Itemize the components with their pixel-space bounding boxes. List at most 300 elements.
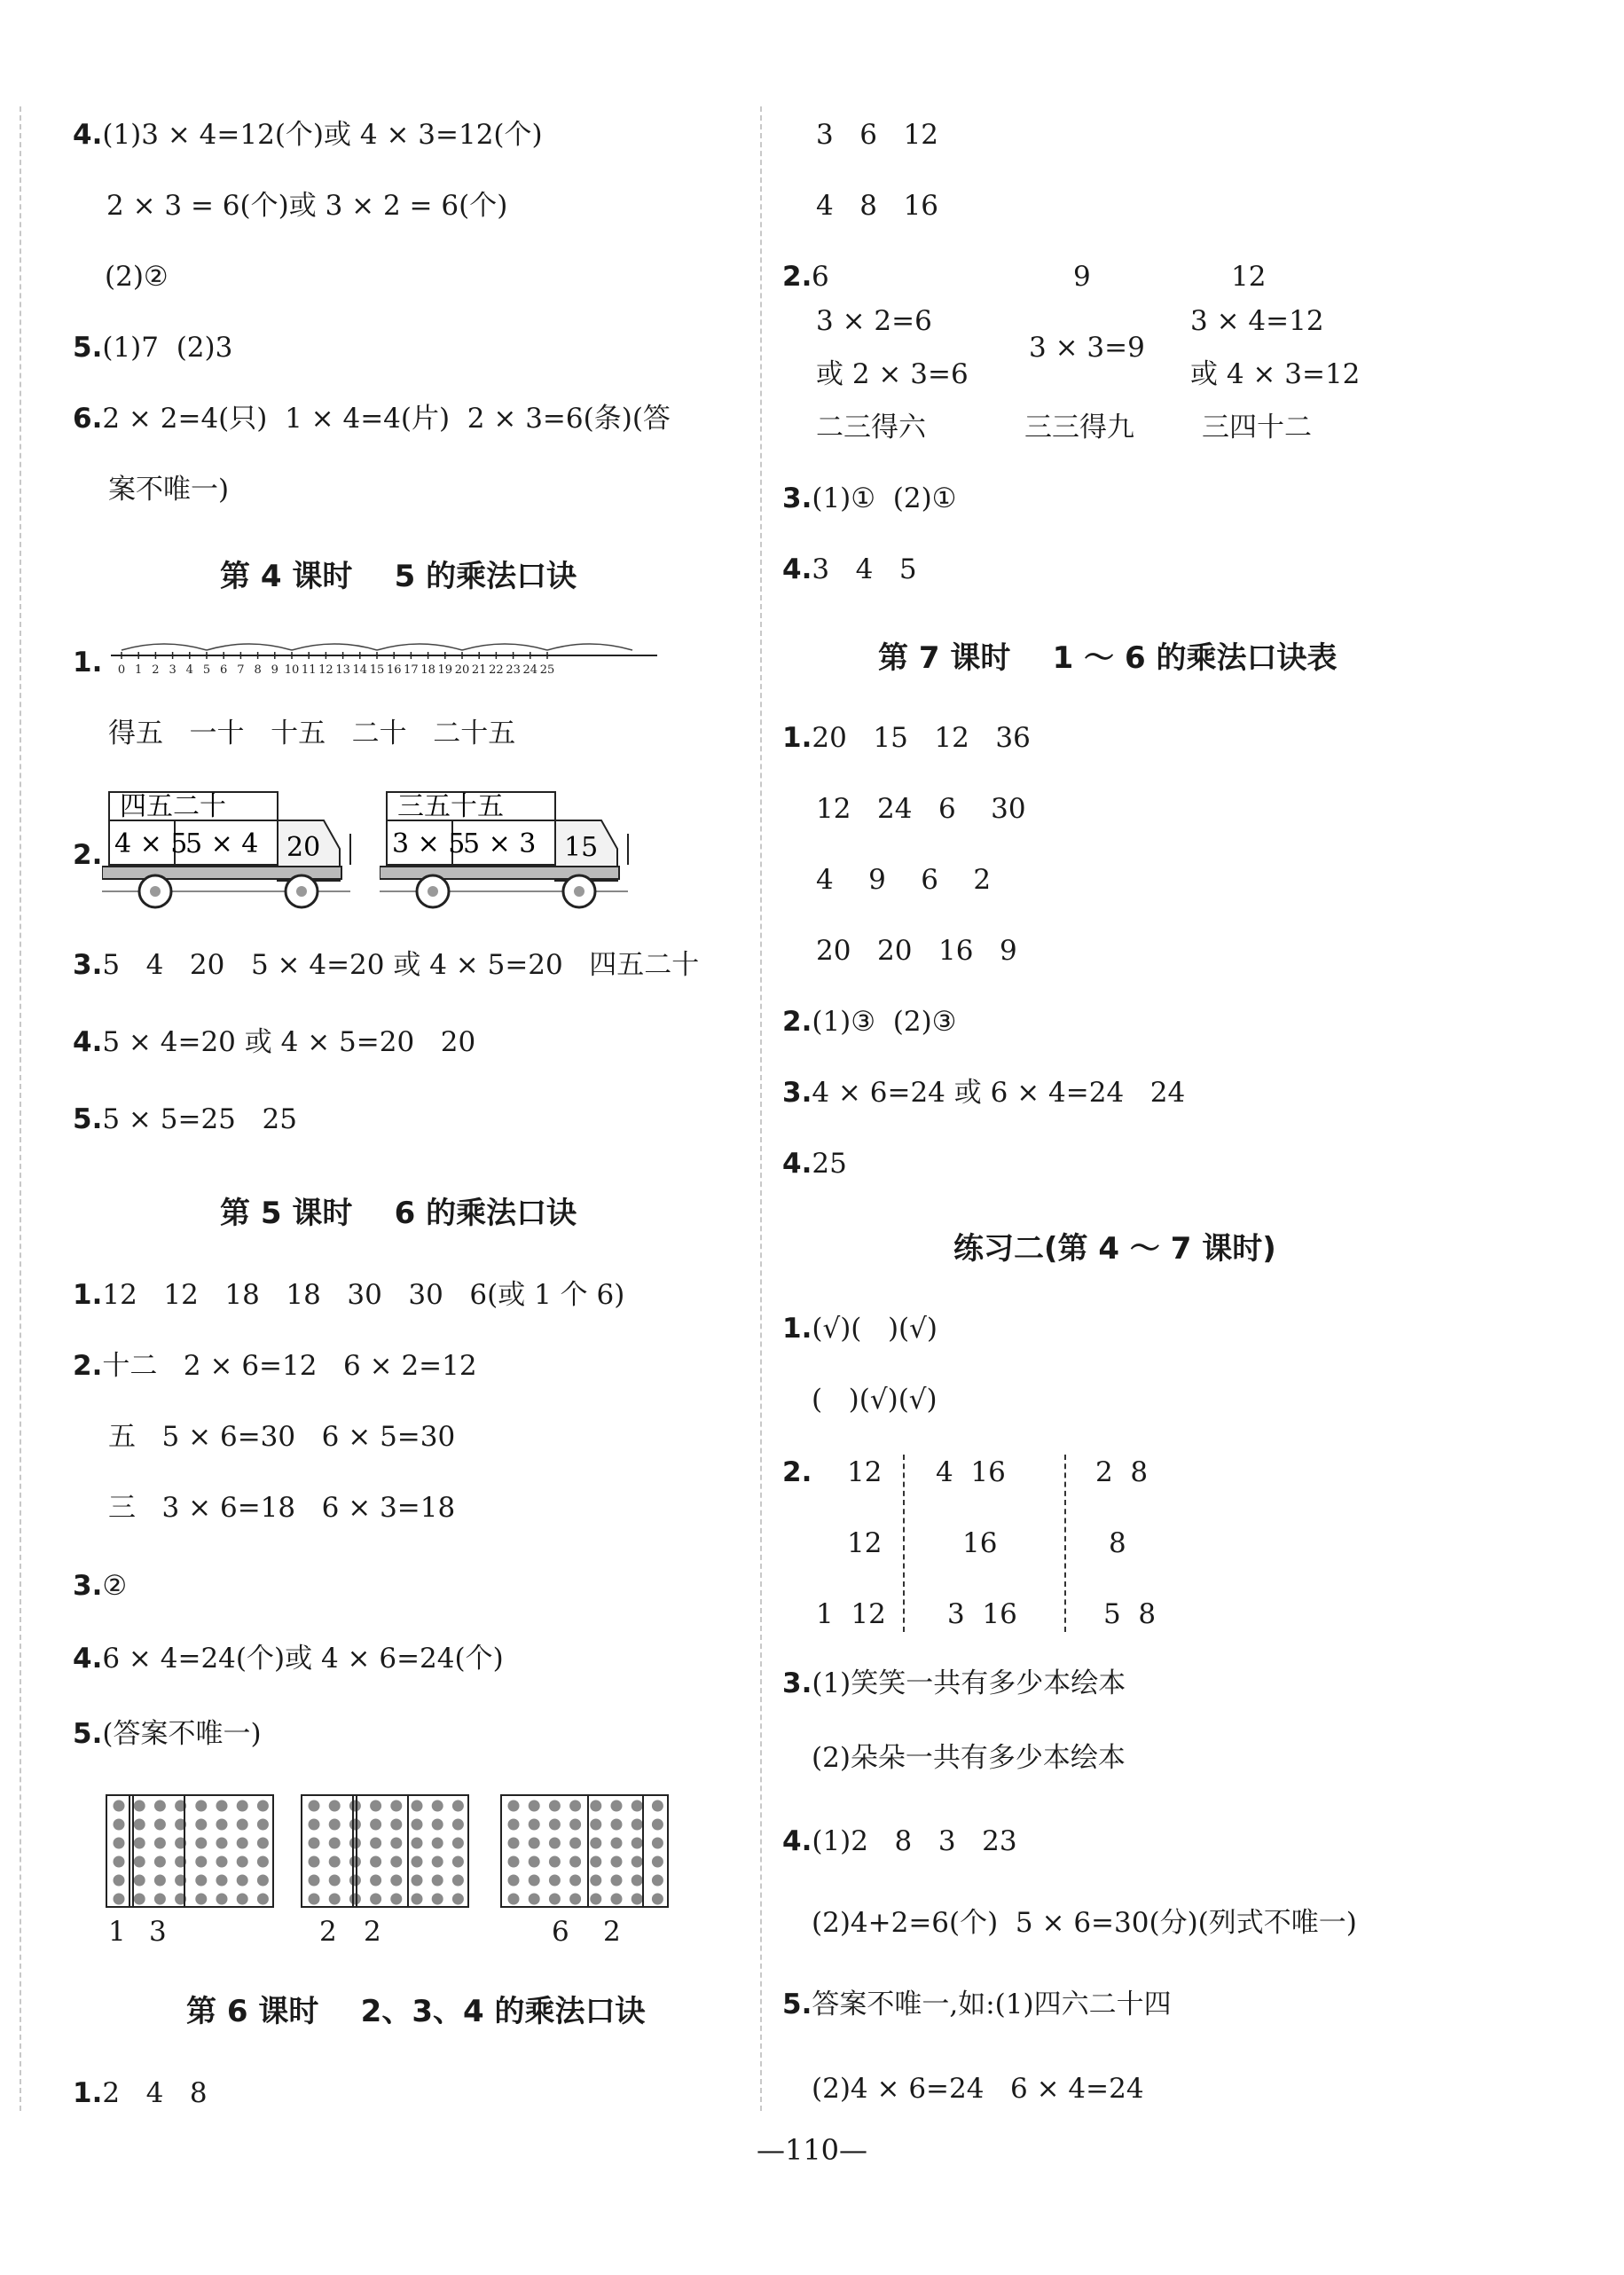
truck-1-rhyme: 四五二十 — [120, 791, 226, 822]
answer-text: 4 × 6=24 或 6 × 4=24 24 — [812, 1077, 1186, 1109]
dot — [549, 1838, 561, 1849]
truck-2-result: 15 — [564, 832, 599, 863]
answer-line: 3 6 12 — [816, 119, 939, 151]
dot — [508, 1856, 520, 1868]
dot — [154, 1894, 166, 1905]
tick-label: 3 — [169, 663, 177, 677]
answer-line: (2)4+2=6(个) 5 × 6=30(分)(列式不唯一) — [812, 1907, 1357, 1939]
dot — [257, 1800, 269, 1812]
answer-line: 五 5 × 6=30 6 × 5=30 — [108, 1421, 456, 1453]
dot — [652, 1894, 663, 1905]
answer-text: (1)① (2)① — [812, 482, 957, 514]
answer-text: 20 15 12 36 — [812, 722, 1031, 754]
split-cell: 16 — [962, 1527, 998, 1559]
answer-line — [782, 1004, 956, 1039]
tick-label: 19 — [437, 663, 453, 677]
dot — [611, 1838, 623, 1849]
answer-line — [782, 720, 1031, 756]
section-heading: 第 7 课时 1 ～ 6 的乘法口诀表 — [878, 640, 1338, 676]
dot — [652, 1875, 663, 1887]
dot — [195, 1856, 207, 1868]
dot — [237, 1819, 248, 1831]
dot — [529, 1894, 540, 1905]
dot — [114, 1838, 125, 1849]
answer-line — [782, 1311, 938, 1346]
answer-text: (1)2 8 3 23 — [812, 1825, 1017, 1857]
dot — [529, 1875, 540, 1887]
dot — [134, 1800, 145, 1812]
multiplication-col-2-eq: 3 × 3=9 — [1029, 332, 1145, 364]
tick-label: 9 — [271, 663, 279, 677]
answer-line — [73, 330, 232, 365]
dot — [154, 1800, 166, 1812]
tick-label: 11 — [301, 663, 317, 677]
tick-label: 16 — [386, 663, 402, 677]
dot — [590, 1800, 601, 1812]
dot — [195, 1838, 207, 1849]
dot — [590, 1875, 601, 1887]
tick-label: 13 — [335, 663, 350, 677]
dot — [432, 1894, 443, 1905]
dot — [329, 1856, 341, 1868]
truck-2-left: 3 × 5 — [392, 828, 466, 859]
item-number: 5. — [73, 1718, 103, 1750]
answer-text: (√)( )(√) — [812, 1313, 938, 1345]
answer-line — [73, 1102, 297, 1137]
tick-label: 22 — [489, 663, 504, 677]
dot — [349, 1800, 361, 1812]
jump-arcs — [122, 644, 632, 650]
item-number: 1. — [73, 2077, 103, 2109]
answer-line: ( )(√)(√) — [812, 1384, 938, 1416]
item-number: 2. — [73, 839, 103, 871]
item-number: 2. — [73, 1350, 103, 1382]
dot — [652, 1838, 663, 1849]
dot — [508, 1894, 520, 1905]
answer-line — [73, 1716, 262, 1752]
answer-line — [73, 947, 699, 983]
dot — [134, 1894, 145, 1905]
dot — [237, 1800, 248, 1812]
split-cell: 12 — [847, 1456, 883, 1488]
multiplication-col-3-eq: 3 × 4=12 — [1190, 305, 1324, 337]
dot — [134, 1875, 145, 1887]
dot — [569, 1894, 581, 1905]
tick-label: 12 — [318, 663, 333, 677]
split-cell: 4 16 — [936, 1456, 1006, 1488]
dot — [569, 1838, 581, 1849]
answer-line: 4 8 16 — [816, 190, 939, 222]
dot — [390, 1875, 402, 1887]
dot — [309, 1800, 320, 1812]
dot-grid-3 — [499, 1793, 677, 1910]
section-heading: 第 6 课时 2、3、4 的乘法口诀 — [186, 1994, 646, 2029]
item-number: 1. — [782, 722, 812, 754]
dot — [329, 1838, 341, 1849]
split-cell: 8 — [1109, 1527, 1126, 1559]
dot — [134, 1856, 145, 1868]
dot — [652, 1800, 663, 1812]
dot — [195, 1800, 207, 1812]
dot — [632, 1894, 643, 1905]
answer-text: (1)笑笑一共有多少本绘本 — [812, 1667, 1126, 1699]
split-cell: 2 8 — [1095, 1456, 1149, 1488]
answer-text: ② — [102, 1570, 128, 1602]
answer-text: 5 × 5=25 25 — [102, 1103, 297, 1135]
dot — [114, 1894, 125, 1905]
answer-text: 6 × 4=24(个)或 4 × 6=24(个) — [102, 1643, 504, 1675]
item-number: 3. — [73, 1570, 103, 1602]
answer-line — [73, 1568, 127, 1604]
dot — [329, 1894, 341, 1905]
dot — [114, 1856, 125, 1868]
answer-text: 2 4 8 — [102, 2077, 208, 2109]
answer-line — [73, 1348, 477, 1384]
dot — [652, 1856, 663, 1868]
dot — [257, 1838, 269, 1849]
dot — [412, 1856, 423, 1868]
item-number: 6. — [73, 403, 103, 435]
dot — [569, 1819, 581, 1831]
multiplication-col-3-value: 12 — [1231, 261, 1267, 293]
dot — [309, 1819, 320, 1831]
dot — [370, 1800, 381, 1812]
dot — [195, 1875, 207, 1887]
dot — [452, 1800, 464, 1812]
dot — [632, 1856, 643, 1868]
answer-line — [73, 1024, 475, 1060]
dot — [349, 1838, 361, 1849]
dot — [611, 1800, 623, 1812]
multiplication-col-1-value: 6 — [812, 261, 829, 293]
grid-label: 2 — [319, 1916, 337, 1948]
dot — [349, 1894, 361, 1905]
tick-label: 0 — [117, 663, 126, 677]
dot — [309, 1838, 320, 1849]
truck-1-result: 20 — [286, 832, 321, 863]
answer-text: 答案不唯一,如:(1)四六二十四 — [812, 1989, 1172, 2020]
multiplication-col-2-rhyme: 三三得九 — [1024, 412, 1134, 443]
answer-line: (2)朵朵一共有多少本绘本 — [812, 1742, 1126, 1774]
truck-2-rhyme: 三五十五 — [397, 791, 504, 822]
dot — [611, 1819, 623, 1831]
dot — [216, 1894, 228, 1905]
dot — [309, 1875, 320, 1887]
dot — [632, 1819, 643, 1831]
dot — [632, 1838, 643, 1849]
tick-label: 15 — [369, 663, 385, 677]
dot — [195, 1819, 207, 1831]
dot — [237, 1856, 248, 1868]
split-cell: 3 16 — [947, 1598, 1017, 1630]
truck-1-right: 5 × 4 — [185, 828, 259, 859]
dot — [257, 1894, 269, 1905]
item-number: 3. — [782, 1667, 812, 1699]
answer-line: (2)② — [105, 261, 169, 293]
dot — [508, 1838, 520, 1849]
tick-label: 5 — [202, 663, 211, 677]
multiplication-col-1-alt: 或 2 × 3=6 — [816, 358, 969, 390]
tick-label: 23 — [506, 663, 521, 677]
answer-line — [73, 1641, 504, 1676]
dot — [508, 1875, 520, 1887]
dot — [309, 1856, 320, 1868]
dot — [569, 1856, 581, 1868]
item-number: 5. — [73, 1103, 103, 1135]
tick-label: 25 — [539, 663, 555, 677]
dot — [529, 1819, 540, 1831]
dot — [590, 1819, 601, 1831]
answer-text: 十二 2 × 6=12 6 × 2=12 — [102, 1350, 477, 1382]
grid-label: 1 — [108, 1916, 126, 1948]
answer-line — [73, 2075, 208, 2111]
answer-line — [782, 481, 956, 516]
answer-line: 2 × 3 = 6(个)或 3 × 2 = 6(个) — [106, 190, 508, 222]
dot — [390, 1800, 402, 1812]
dot — [452, 1894, 464, 1905]
item-number: 3. — [782, 482, 812, 514]
dot — [370, 1838, 381, 1849]
item-number: 4. — [73, 1643, 103, 1675]
dot — [329, 1875, 341, 1887]
dot — [216, 1819, 228, 1831]
dot — [632, 1875, 643, 1887]
dot — [632, 1800, 643, 1812]
answer-line: 20 20 16 9 — [816, 935, 1017, 967]
answer-line — [782, 1666, 1126, 1701]
tick-label: 24 — [522, 663, 538, 677]
dot — [432, 1856, 443, 1868]
tick-label: 4 — [185, 663, 193, 677]
dot — [237, 1838, 248, 1849]
answer-line: (2)4 × 6=24 6 × 4=24 — [812, 2073, 1144, 2105]
dot — [329, 1819, 341, 1831]
dot — [237, 1875, 248, 1887]
dot — [508, 1800, 520, 1812]
tick-label: 2 — [152, 663, 160, 677]
answer-text: 2 × 2=4(只) 1 × 4=4(片) 2 × 3=6(条)(答 — [102, 403, 671, 435]
item-number: 3. — [782, 1077, 812, 1109]
tick-label: 17 — [404, 663, 419, 677]
item-number: 4. — [782, 553, 812, 585]
item-number: 3. — [73, 949, 103, 981]
dot — [390, 1856, 402, 1868]
dot — [257, 1819, 269, 1831]
dot — [529, 1800, 540, 1812]
tick-label: 20 — [454, 663, 470, 677]
truck-1-left: 4 × 5 — [114, 828, 188, 859]
truck-illustration-2 — [380, 785, 637, 918]
answer-line: 4 9 6 2 — [816, 864, 992, 896]
answer-line — [73, 117, 543, 153]
answer-text: (1)③ (2)③ — [812, 1006, 957, 1038]
dot — [590, 1838, 601, 1849]
dot — [370, 1875, 381, 1887]
item-number: 2. — [782, 1456, 812, 1488]
split-cell: 12 — [847, 1527, 883, 1559]
item-number: 1. — [73, 647, 103, 679]
dot — [370, 1819, 381, 1831]
dot — [611, 1875, 623, 1887]
dot — [216, 1875, 228, 1887]
dot — [114, 1875, 125, 1887]
answer-line: 得五 一十 十五 二十 二十五 — [108, 718, 516, 749]
dot — [549, 1894, 561, 1905]
grid-label: 6 — [552, 1916, 569, 1948]
answer-text: 5 × 4=20 或 4 × 5=20 20 — [102, 1026, 476, 1058]
answer-line — [782, 552, 917, 587]
answer-line — [782, 1824, 1017, 1859]
dot — [370, 1856, 381, 1868]
answer-line: 12 24 6 30 — [816, 793, 1026, 825]
dot — [390, 1819, 402, 1831]
truck-illustration-1 — [102, 785, 359, 918]
item-number: 5. — [73, 332, 103, 364]
answer-text: (答案不唯一) — [102, 1718, 262, 1750]
dot — [349, 1875, 361, 1887]
split-cell: 1 12 — [816, 1598, 886, 1630]
dot — [257, 1875, 269, 1887]
dot — [452, 1838, 464, 1849]
dot-grid-1 — [105, 1793, 282, 1910]
dot — [390, 1838, 402, 1849]
tick-label: 14 — [352, 663, 368, 677]
split-divider-2 — [1064, 1455, 1066, 1632]
dot — [412, 1800, 423, 1812]
dot — [349, 1819, 361, 1831]
number-line — [111, 634, 661, 679]
dot — [590, 1856, 601, 1868]
grid-label: 3 — [149, 1916, 167, 1948]
answer-text: 25 — [812, 1148, 847, 1180]
item-number: 2. — [782, 1006, 812, 1038]
grid-label: 2 — [364, 1916, 381, 1948]
dot — [216, 1838, 228, 1849]
dot — [154, 1838, 166, 1849]
item-number: 4. — [73, 1026, 103, 1058]
answer-line — [782, 1146, 847, 1181]
dot — [529, 1838, 540, 1849]
dot — [452, 1856, 464, 1868]
item-number: 4. — [782, 1825, 812, 1857]
dot — [549, 1819, 561, 1831]
answer-line — [73, 401, 671, 436]
answer-line — [782, 1987, 1172, 2022]
answer-text: (1)7 (2)3 — [102, 332, 233, 364]
split-divider-1 — [903, 1455, 905, 1632]
item-number: 2. — [782, 261, 812, 293]
dot — [370, 1894, 381, 1905]
answer-line — [73, 1277, 624, 1313]
dot — [412, 1838, 423, 1849]
dot — [432, 1838, 443, 1849]
dot — [216, 1856, 228, 1868]
answer-text: 3 4 5 — [812, 553, 917, 585]
dot — [114, 1819, 125, 1831]
multiplication-col-2-value: 9 — [1073, 261, 1091, 293]
dot — [216, 1800, 228, 1812]
dot — [549, 1875, 561, 1887]
dot — [257, 1856, 269, 1868]
answer-line — [782, 1075, 1185, 1110]
dot — [154, 1856, 166, 1868]
dot — [134, 1819, 145, 1831]
dot — [569, 1875, 581, 1887]
dot — [611, 1856, 623, 1868]
dot — [590, 1894, 601, 1905]
multiplication-col-1-rhyme: 二三得六 — [816, 412, 926, 443]
section-heading: 第 4 课时 5 的乘法口诀 — [220, 559, 577, 594]
answer-text: (1)3 × 4=12(个)或 4 × 3=12(个) — [102, 119, 543, 151]
answer-line: 案不唯一) — [108, 474, 230, 506]
tick-label: 1 — [135, 663, 143, 677]
dot — [432, 1819, 443, 1831]
answer-text: 5 4 20 5 × 4=20 或 4 × 5=20 四五二十 — [102, 949, 700, 981]
tick-label: 8 — [254, 663, 262, 677]
dot-grid-2 — [300, 1793, 477, 1910]
tick-label: 6 — [220, 663, 228, 677]
tick-label: 7 — [237, 663, 245, 677]
truck-2-right: 5 × 3 — [463, 828, 537, 859]
dot — [452, 1875, 464, 1887]
tick-label: 10 — [284, 663, 300, 677]
page-number: —110— — [756, 2133, 868, 2167]
section-heading: 第 5 课时 6 的乘法口诀 — [220, 1196, 577, 1231]
tick-label: 18 — [420, 663, 435, 677]
split-cell: 5 8 — [1103, 1598, 1157, 1630]
dot — [432, 1800, 443, 1812]
tick-label: 21 — [471, 663, 487, 677]
item-number: 1. — [782, 1313, 812, 1345]
dot — [611, 1894, 623, 1905]
dot — [237, 1894, 248, 1905]
left-margin-divider — [20, 106, 21, 2111]
dot — [508, 1819, 520, 1831]
dot — [349, 1856, 361, 1868]
dot — [569, 1800, 581, 1812]
multiplication-col-1-eq: 3 × 2=6 — [816, 305, 932, 337]
dot — [412, 1894, 423, 1905]
dot — [652, 1819, 663, 1831]
item-number: 4. — [73, 119, 103, 151]
dot — [549, 1856, 561, 1868]
multiplication-col-3-alt: 或 4 × 3=12 — [1190, 358, 1361, 390]
multiplication-col-3-rhyme: 三四十二 — [1202, 412, 1312, 443]
dot — [114, 1800, 125, 1812]
dot — [154, 1875, 166, 1887]
item-number: 4. — [782, 1148, 812, 1180]
column-divider — [760, 106, 762, 2111]
dot — [452, 1819, 464, 1831]
dot — [529, 1856, 540, 1868]
section-heading: 练习二(第 4 ～ 7 课时) — [953, 1231, 1276, 1267]
dot — [412, 1875, 423, 1887]
answer-text: 12 12 18 18 30 30 6(或 1 个 6) — [102, 1279, 625, 1311]
grid-label: 2 — [603, 1916, 621, 1948]
dot — [195, 1894, 207, 1905]
dot — [549, 1800, 561, 1812]
dot — [329, 1800, 341, 1812]
dot — [309, 1894, 320, 1905]
item-number: 5. — [782, 1989, 812, 2020]
answer-line: 三 3 × 6=18 6 × 3=18 — [108, 1492, 456, 1524]
dot — [432, 1875, 443, 1887]
dot — [154, 1819, 166, 1831]
dot — [134, 1838, 145, 1849]
item-number: 1. — [73, 1279, 103, 1311]
dot — [390, 1894, 402, 1905]
dot — [412, 1819, 423, 1831]
